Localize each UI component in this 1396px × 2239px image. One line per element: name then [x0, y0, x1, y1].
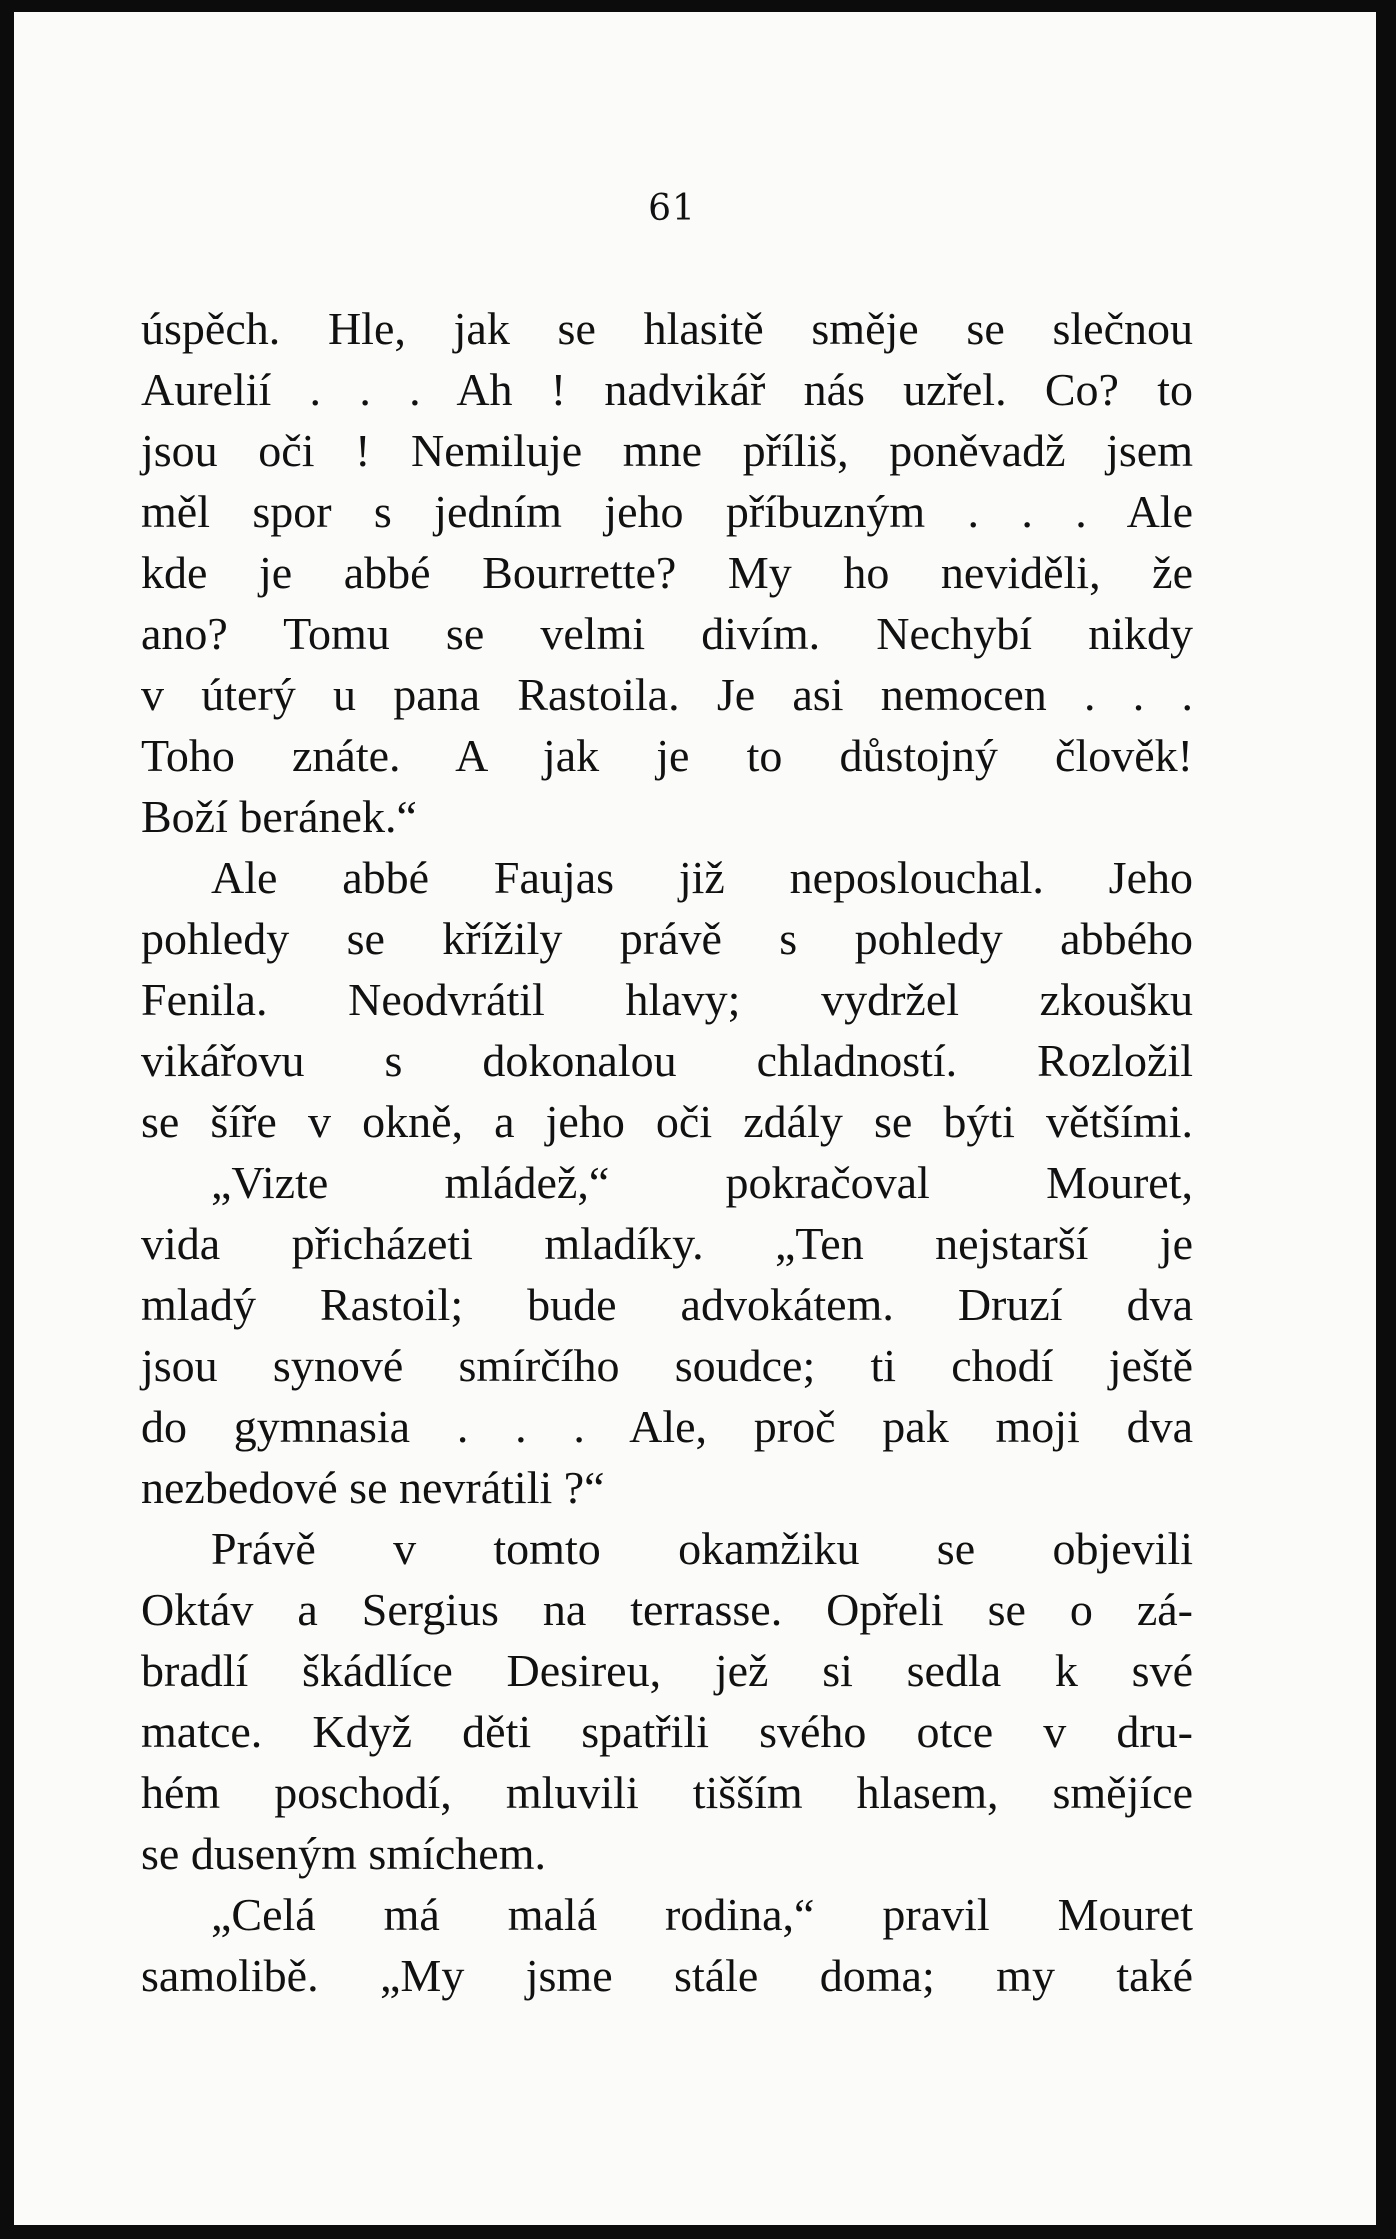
- text-line: Boží beránek.“: [141, 791, 417, 842]
- text-line: jsou oči ! Nemiluje mne příliš, poněvadž jsem: [141, 425, 1193, 476]
- text-line: nezbedové se nevrátili ?“: [141, 1462, 605, 1513]
- text-line: Fenila. Neodvrátil hlavy; vydržel zkoušku: [141, 974, 1193, 1025]
- text-line: Toho znáte. A jak je to důstojný člověk!: [141, 730, 1193, 781]
- text-line: kde je abbé Bourrette? My ho neviděli, že: [141, 547, 1193, 598]
- text-line: hém poschodí, mluvili tišším hlasem, smějíce: [141, 1767, 1193, 1818]
- text-line: do gymnasia . . . Ale, proč pak moji dva: [141, 1401, 1193, 1452]
- text-line: měl spor s jedním jeho příbuzným . . . Ale: [141, 486, 1193, 537]
- text-line: mladý Rastoil; bude advokátem. Druzí dva: [141, 1279, 1193, 1330]
- paragraph-first-line: Právě v tomto okamžiku se objevili: [211, 1523, 1193, 1574]
- scan-border-top: [0, 0, 1396, 12]
- scan-border-bottom: [0, 2225, 1396, 2239]
- text-line: bradlí škádlíce Desireu, jež si sedla k své: [141, 1645, 1193, 1696]
- text-line: ano? Tomu se velmi divím. Nechybí nikdy: [141, 608, 1193, 659]
- text-line: v úterý u pana Rastoila. Je asi nemocen . . .: [141, 669, 1193, 720]
- text-line: jsou synové smírčího soudce; ti chodí ještě: [141, 1340, 1193, 1391]
- scan-border-right: [1376, 0, 1396, 2239]
- paragraph-first-line: „Vizte mládež,“ pokračoval Mouret,: [211, 1157, 1193, 1208]
- page-number: 61: [648, 188, 696, 229]
- paragraph-first-line: „Celá má malá rodina,“ pravil Mouret: [211, 1889, 1193, 1940]
- text-line: matce. Když děti spatřili svého otce v dru-: [141, 1706, 1193, 1757]
- text-line: se duseným smíchem.: [141, 1828, 546, 1879]
- text-line: vikářovu s dokonalou chladností. Rozložil: [141, 1035, 1193, 1086]
- book-page: [14, 12, 1376, 2225]
- text-line: vida přicházeti mladíky. „Ten nejstarší je: [141, 1218, 1193, 1269]
- text-line: úspěch. Hle, jak se hlasitě směje se slečnou: [141, 303, 1193, 354]
- text-line: Oktáv a Sergius na terrasse. Opřeli se o zá-: [141, 1584, 1193, 1635]
- body-text: [141, 298, 1193, 2006]
- scan-border-left: [0, 0, 14, 2239]
- text-line: Aurelií . . . Ah ! nadvikář nás uzřel. Co? to: [141, 364, 1193, 415]
- text-line: se šíře v okně, a jeho oči zdály se býti většími.: [141, 1096, 1193, 1147]
- text-line: samolibě. „My jsme stále doma; my také: [141, 1950, 1193, 2001]
- paragraph-first-line: Ale abbé Faujas již neposlouchal. Jeho: [211, 852, 1193, 903]
- text-line: pohledy se křížily právě s pohledy abbého: [141, 913, 1193, 964]
